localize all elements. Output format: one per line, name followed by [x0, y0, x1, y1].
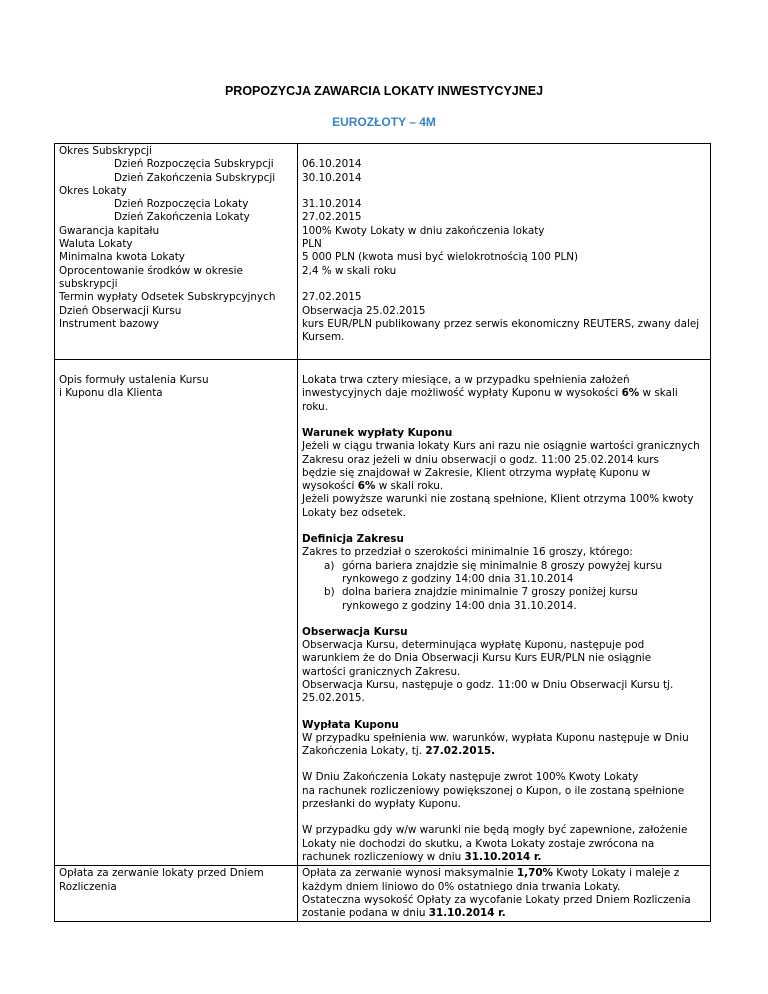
label-dzien-zakonczenia-lokaty: Dzień Zakończenia Lokaty [114, 211, 250, 224]
paragraph-line: będzie się znajdował w Zakresie, Klient otrzyma wypłatę Kuponu w [302, 466, 651, 479]
paragraph-line [302, 867, 706, 880]
paragraph-line: wartości granicznych Zakresu. [302, 665, 461, 678]
paragraph-line [302, 907, 706, 920]
table-row [55, 866, 711, 922]
paragraph-line: Lokaty nie dochodzi do skutku, a Kwota Lokaty zostaje zwrócona na [302, 837, 655, 850]
list-item [302, 560, 706, 587]
text: Kwoty Lokaty i maleje z [552, 867, 680, 880]
paragraph-line: Lokaty bez odsetek. [302, 506, 406, 519]
paragraph-line: Jeżeli w ciągu trwania lokaty Kurs ani razu nie osiągnie wartości granicznych [302, 440, 700, 453]
label-dzien-rozpoczecia-lokaty: Dzień Rozpoczęcia Lokaty [114, 198, 249, 211]
text: Zakończenia Lokaty, tj. [302, 745, 426, 758]
list-marker: a) [324, 559, 335, 572]
label-gwarancja: Gwarancja kapitału [59, 224, 160, 237]
opis-intro-line: Lokata trwa cztery miesiące, a w przypadku spełnienia założeń [302, 374, 630, 387]
opis-intro-line [302, 387, 706, 400]
list-item [302, 586, 706, 613]
label-waluta: Waluta Lokaty [59, 238, 133, 251]
paragraph-line: 25.02.2015. [302, 692, 365, 705]
label-opis-formuly: Opis formuły ustalenia Kursu [59, 374, 209, 387]
label-oprocentowanie-cont: subskrypcji [59, 277, 118, 290]
fee-rate: 1,70% [516, 867, 553, 880]
kupon-rate: 6% [621, 387, 640, 400]
text: wysokości [302, 480, 358, 493]
payout-date: 27.02.2015. [425, 745, 496, 758]
label-cell [55, 359, 298, 866]
paragraph-line [302, 851, 706, 864]
value-termin-wyplaty: 27.02.2015 [302, 291, 362, 304]
text: Opłata za zerwanie wynosi maksymalnie [302, 867, 517, 880]
list-marker: b) [324, 586, 335, 599]
fee-date: 31.10.2014 r. [428, 907, 506, 920]
value-instrument-bazowy-cont: Kursem. [302, 331, 345, 344]
text: inwestycyjnych daje możliwość wypłaty Kuponu w wysokości [302, 387, 622, 400]
section-warunek [302, 427, 706, 520]
label-dzien-rozpoczecia-subskrypcji: Dzień Rozpoczęcia Subskrypcji [114, 158, 274, 171]
paragraph-line: Jeżeli powyższe warunki nie zostaną spełnione, Klient otrzyma 100% kwoty [302, 493, 694, 506]
value-gwarancja: 100% Kwoty Lokaty w dniu zakończenia lokaty [302, 224, 545, 237]
text: rachunek rozliczeniowy w dniu [302, 850, 465, 863]
label-opis-formuly-cont: i Kuponu dla Klienta [59, 387, 163, 400]
section-heading: Definicja Zakresu [302, 533, 404, 546]
value-oprocentowanie: 2,4 % w skali roku [302, 264, 397, 277]
section-heading: Wypłata Kuponu [302, 718, 399, 731]
text: zostanie podana w dniu [302, 907, 429, 920]
value-instrument-bazowy: kurs EUR/PLN publikowany przez serwis ekonomiczny REUTERS, zwany dalej [302, 317, 700, 330]
document-title: PROPOZYCJA ZAWARCIA LOKATY INWESTYCYJNEJ [224, 84, 544, 98]
paragraph-line: dolna bariera znajdzie minimalnie 7 groszy poniżej kursu [342, 586, 638, 599]
paragraph-line: rynkowego z godziny 14:00 dnia 31.10.2014. [342, 599, 577, 612]
value-dzien-rozpoczecia-lokaty: 31.10.2014 [302, 198, 362, 211]
section-heading: Warunek wypłaty Kuponu [302, 426, 453, 439]
paragraph-line: Zakres to przedział o szerokości minimalnie 16 groszy, którego: [302, 546, 633, 559]
paragraph-line [302, 480, 706, 493]
opis-intro [302, 374, 706, 414]
label-okres-subskrypcji: Okres Subskrypcji [59, 145, 153, 157]
value-waluta: PLN [302, 238, 322, 251]
label-termin-wyplaty: Termin wypłaty Odsetek Subskrypcyjnych [59, 291, 276, 304]
value-dzien-zakonczenia-subskrypcji: 30.10.2014 [302, 171, 362, 184]
label-minimalna-kwota: Minimalna kwota Lokaty [59, 251, 185, 264]
paragraph-line: Ostateczna wysokość Opłaty za wycofanie Lokaty przed Dniem Rozliczenia [302, 893, 691, 906]
label-cell [55, 144, 298, 360]
label-oplata: Opłata za zerwanie lokaty przed Dniem [59, 867, 264, 880]
label-oprocentowanie: Oprocentowanie środków w okresie [59, 264, 243, 277]
opis-intro-line: roku. [302, 400, 328, 413]
paragraph-line: górna bariera znajdzie się minimalnie 8 groszy powyżej kursu [342, 559, 663, 572]
paragraph-line: Obserwacja Kursu, determinująca wypłatę Kuponu, następuje pod [302, 639, 645, 652]
section-obserwacja [302, 626, 706, 706]
paragraph-line: przesłanki do wypłaty Kuponu. [302, 798, 461, 811]
label-okres-lokaty: Okres Lokaty [59, 184, 127, 197]
label-instrument-bazowy: Instrument bazowy [59, 317, 159, 330]
return-date: 31.10.2014 r. [464, 850, 542, 863]
paragraph-line: W przypadku spełnienia ww. warunków, wypłata Kuponu następuje w Dniu [302, 731, 689, 744]
paragraph-line: na rachunek rozliczeniowy powiększonej o Kupon, o ile zostaną spełnione [302, 784, 685, 797]
paragraph-line: warunkiem że do Dnia Obserwacji Kursu Kurs EUR/PLN nie osiągnie [302, 652, 652, 665]
value-minimalna-kwota: 5 000 PLN (kwota musi być wielokrotnością 100 PLN) [302, 251, 579, 264]
section-brak [302, 824, 706, 864]
section-zwrot [302, 771, 706, 811]
paragraph-line: Obserwacja Kursu, następuje o godz. 11:00 w Dniu Obserwacji Kursu tj. [302, 678, 674, 691]
paragraph-line: Zakresu oraz jeżeli w dniu obserwacji o godz. 11:00 25.02.2014 kurs [302, 453, 659, 466]
paragraph-line: każdym dniem liniowo do 0% ostatniego dnia trwania Lokaty. [302, 880, 621, 893]
product-subtitle: EUROZŁOTY – 4M [332, 115, 436, 129]
section-zakres [302, 533, 706, 613]
text: w skali roku. [375, 480, 444, 493]
terms-table [54, 143, 711, 922]
paragraph-line: W przypadku gdy w/w warunki nie będą mogły być zapewnione, założenie [302, 824, 688, 837]
paragraph-line: rynkowego z godziny 14:00 dnia 31.10.2014 [342, 572, 574, 585]
paragraph-line: W Dniu Zakończenia Lokaty następuje zwrot 100% Kwoty Lokaty [302, 771, 639, 784]
label-oplata-cont: Rozliczenia [59, 880, 117, 893]
table-row [55, 144, 711, 360]
section-heading: Obserwacja Kursu [302, 625, 408, 638]
value-cell [298, 359, 711, 866]
value-cell [298, 144, 711, 360]
value-dzien-zakonczenia-lokaty: 27.02.2015 [302, 211, 362, 224]
label-cell [55, 866, 298, 922]
text: w skali [639, 387, 678, 400]
table-row [55, 359, 711, 866]
kupon-rate: 6% [357, 480, 376, 493]
value-cell [298, 866, 711, 922]
value-dzien-rozpoczecia-subskrypcji: 06.10.2014 [302, 158, 362, 171]
paragraph-line [302, 745, 706, 758]
zakres-list [302, 560, 706, 613]
section-wyplata [302, 719, 706, 759]
value-dzien-obserwacji: Obserwacja 25.02.2015 [302, 304, 426, 317]
label-dzien-obserwacji: Dzień Obserwacji Kursu [59, 304, 182, 317]
label-dzien-zakonczenia-subskrypcji: Dzień Zakończenia Subskrypcji [114, 171, 276, 184]
